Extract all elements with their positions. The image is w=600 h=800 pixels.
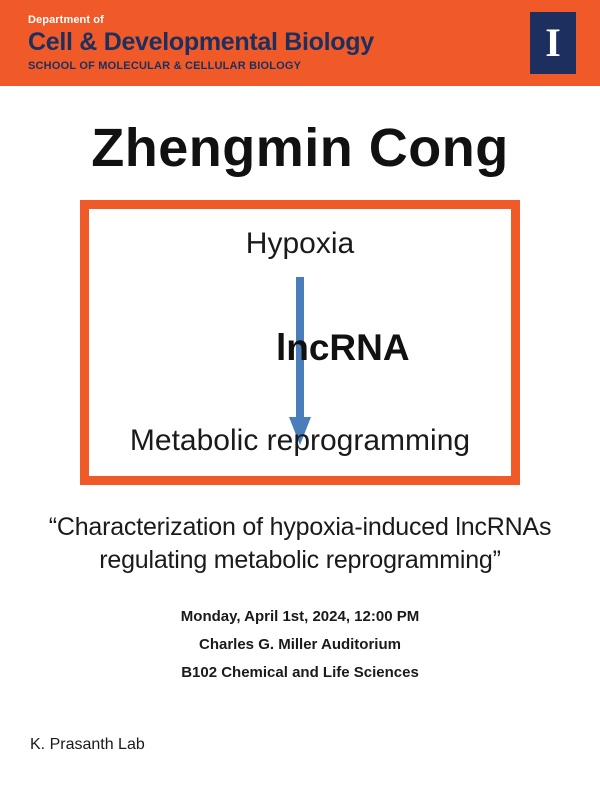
event-room: B102 Chemical and Life Sciences <box>181 664 419 681</box>
talk-title: “Characterization of hypoxia-induced lncRNAs regulating metabolic reprogramming” <box>48 513 552 574</box>
school-name: SCHOOL OF MOLECULAR & CELLULAR BIOLOGY <box>28 60 302 72</box>
department-header-band <box>0 0 600 86</box>
department-title: Cell & Developmental Biology <box>28 28 374 56</box>
speaker-name: Zhengmin Cong <box>91 118 509 178</box>
figure-middle-label: lncRNA <box>275 327 410 368</box>
research-figure <box>80 200 520 485</box>
figure-top-label: Hypoxia <box>245 227 355 260</box>
figure-bottom-label: Metabolic reprogramming <box>129 424 471 457</box>
lab-name: K. Prasanth Lab <box>30 736 145 753</box>
event-details <box>40 603 560 687</box>
department-prefix: Department of <box>28 14 104 26</box>
illinois-logo-icon: I <box>530 12 576 74</box>
event-datetime: Monday, April 1st, 2024, 12:00 PM <box>180 608 420 625</box>
event-venue: Charles G. Miller Auditorium <box>199 636 401 653</box>
